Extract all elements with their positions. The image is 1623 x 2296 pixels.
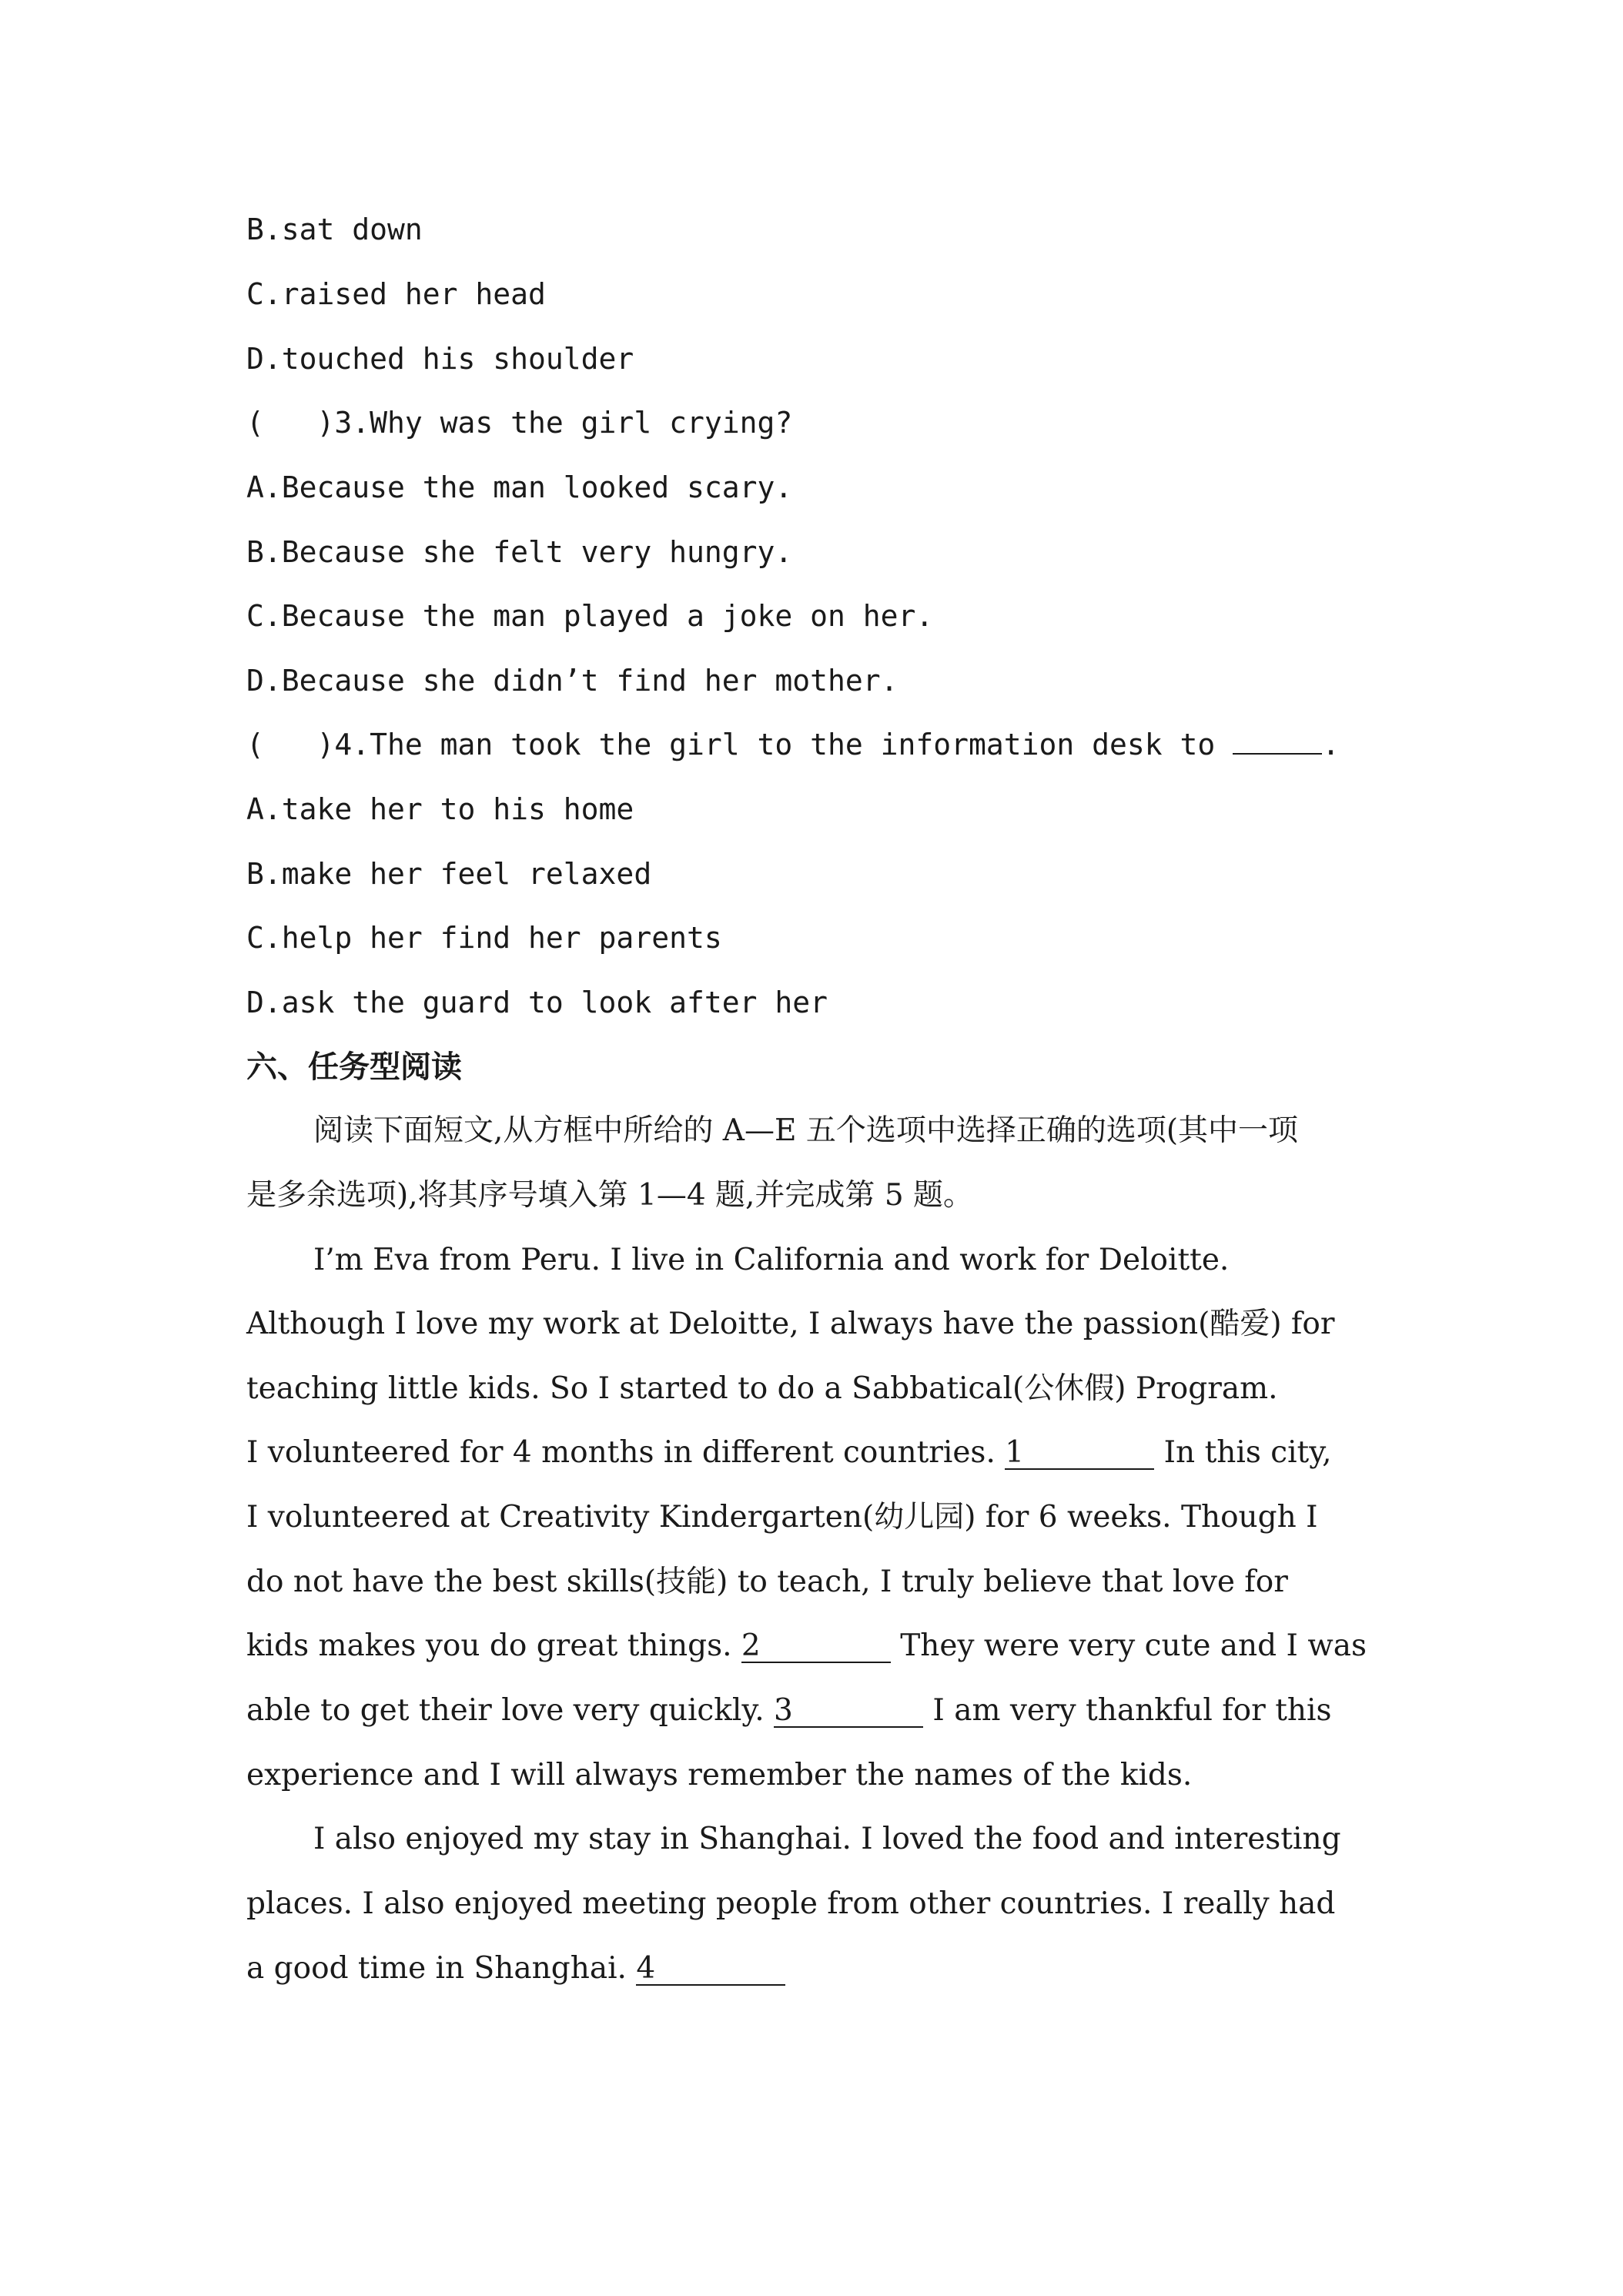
section-title: 六、任务型阅读 xyxy=(246,1049,462,1085)
q4-option-b: B.make her feel relaxed xyxy=(246,857,652,891)
q2-option-b: B.sat down xyxy=(246,213,423,246)
q3-option-d: D.Because she didn’t find her mother. xyxy=(246,664,899,698)
passage-p1-line-2: Although I love my work at Deloitte, I always have the passion(酷爱) for xyxy=(246,1307,1335,1341)
passage-text: I am very thankful for this xyxy=(923,1693,1332,1728)
passage-p1-line-7 xyxy=(246,1627,1386,1665)
q4-option-a: A.take her to his home xyxy=(246,792,634,826)
passage-p1-line-9: experience and I will always remember the names of the kids. xyxy=(246,1758,1193,1792)
q4-answer-blank[interactable] xyxy=(1233,753,1322,755)
q4-option-c: C.help her find her parents xyxy=(246,921,722,955)
passage-text: able to get their love very quickly. xyxy=(246,1693,775,1728)
blank-3[interactable]: 3 xyxy=(774,1695,923,1728)
passage-p1-line-4 xyxy=(246,1434,1386,1472)
passage-text: In this city, xyxy=(1154,1435,1332,1470)
q2-option-d: D.touched his shoulder xyxy=(246,342,634,376)
q3-option-a: A.Because the man looked scary. xyxy=(246,470,793,504)
q4-stem-line xyxy=(246,725,1386,764)
passage-p2-line-2: places. I also enjoyed meeting people from other countries. I really had xyxy=(246,1886,1336,1921)
passage-p2-line-3 xyxy=(246,1950,1386,1988)
q4-stem-end: . xyxy=(1322,728,1340,761)
q3-option-c: C.Because the man played a joke on her. xyxy=(246,599,934,633)
passage-p1-line-8 xyxy=(246,1692,1386,1730)
passage-p2-line-1: I also enjoyed my stay in Shanghai. I loved the food and interesting xyxy=(313,1822,1341,1856)
passage-p1-line-1: I’m Eva from Peru. I live in California and work for Deloitte. xyxy=(313,1243,1230,1277)
passage-text: a good time in Shanghai. xyxy=(246,1951,637,1986)
passage-p1-line-5: I volunteered at Creativity Kindergarten(幼儿园) for 6 weeks. Though I xyxy=(246,1500,1318,1535)
passage-p1-line-6: do not have the best skills(技能) to teach, I truly believe that love for xyxy=(246,1565,1288,1599)
instruction-line-2: 是多余选项),将其序号填入第 1—4 题,并完成第 5 题。 xyxy=(246,1178,974,1213)
q4-stem: ( )4.The man took the girl to the information desk to xyxy=(246,728,1233,761)
blank-2[interactable]: 2 xyxy=(741,1631,891,1663)
passage-text: kids makes you do great things. xyxy=(246,1628,741,1663)
passage-text: I volunteered for 4 months in different countries. xyxy=(246,1435,1006,1470)
q4-option-d: D.ask the guard to look after her xyxy=(246,986,828,1019)
q2-option-c: C.raised her head xyxy=(246,277,546,311)
blank-1[interactable]: 1 xyxy=(1005,1438,1154,1470)
instruction-line-1: 阅读下面短文,从方框中所给的 A—E 五个选项中选择正确的选项(其中一项 xyxy=(313,1113,1299,1148)
passage-text: They were very cute and I was xyxy=(890,1628,1367,1663)
passage-p1-line-3: teaching little kids. So I started to do a Sabbatical(公休假) Program. xyxy=(246,1371,1278,1406)
blank-4[interactable]: 4 xyxy=(636,1953,785,1986)
q3-option-b: B.Because she felt very hungry. xyxy=(246,535,793,569)
q3-stem: ( )3.Why was the girl crying? xyxy=(246,406,793,440)
